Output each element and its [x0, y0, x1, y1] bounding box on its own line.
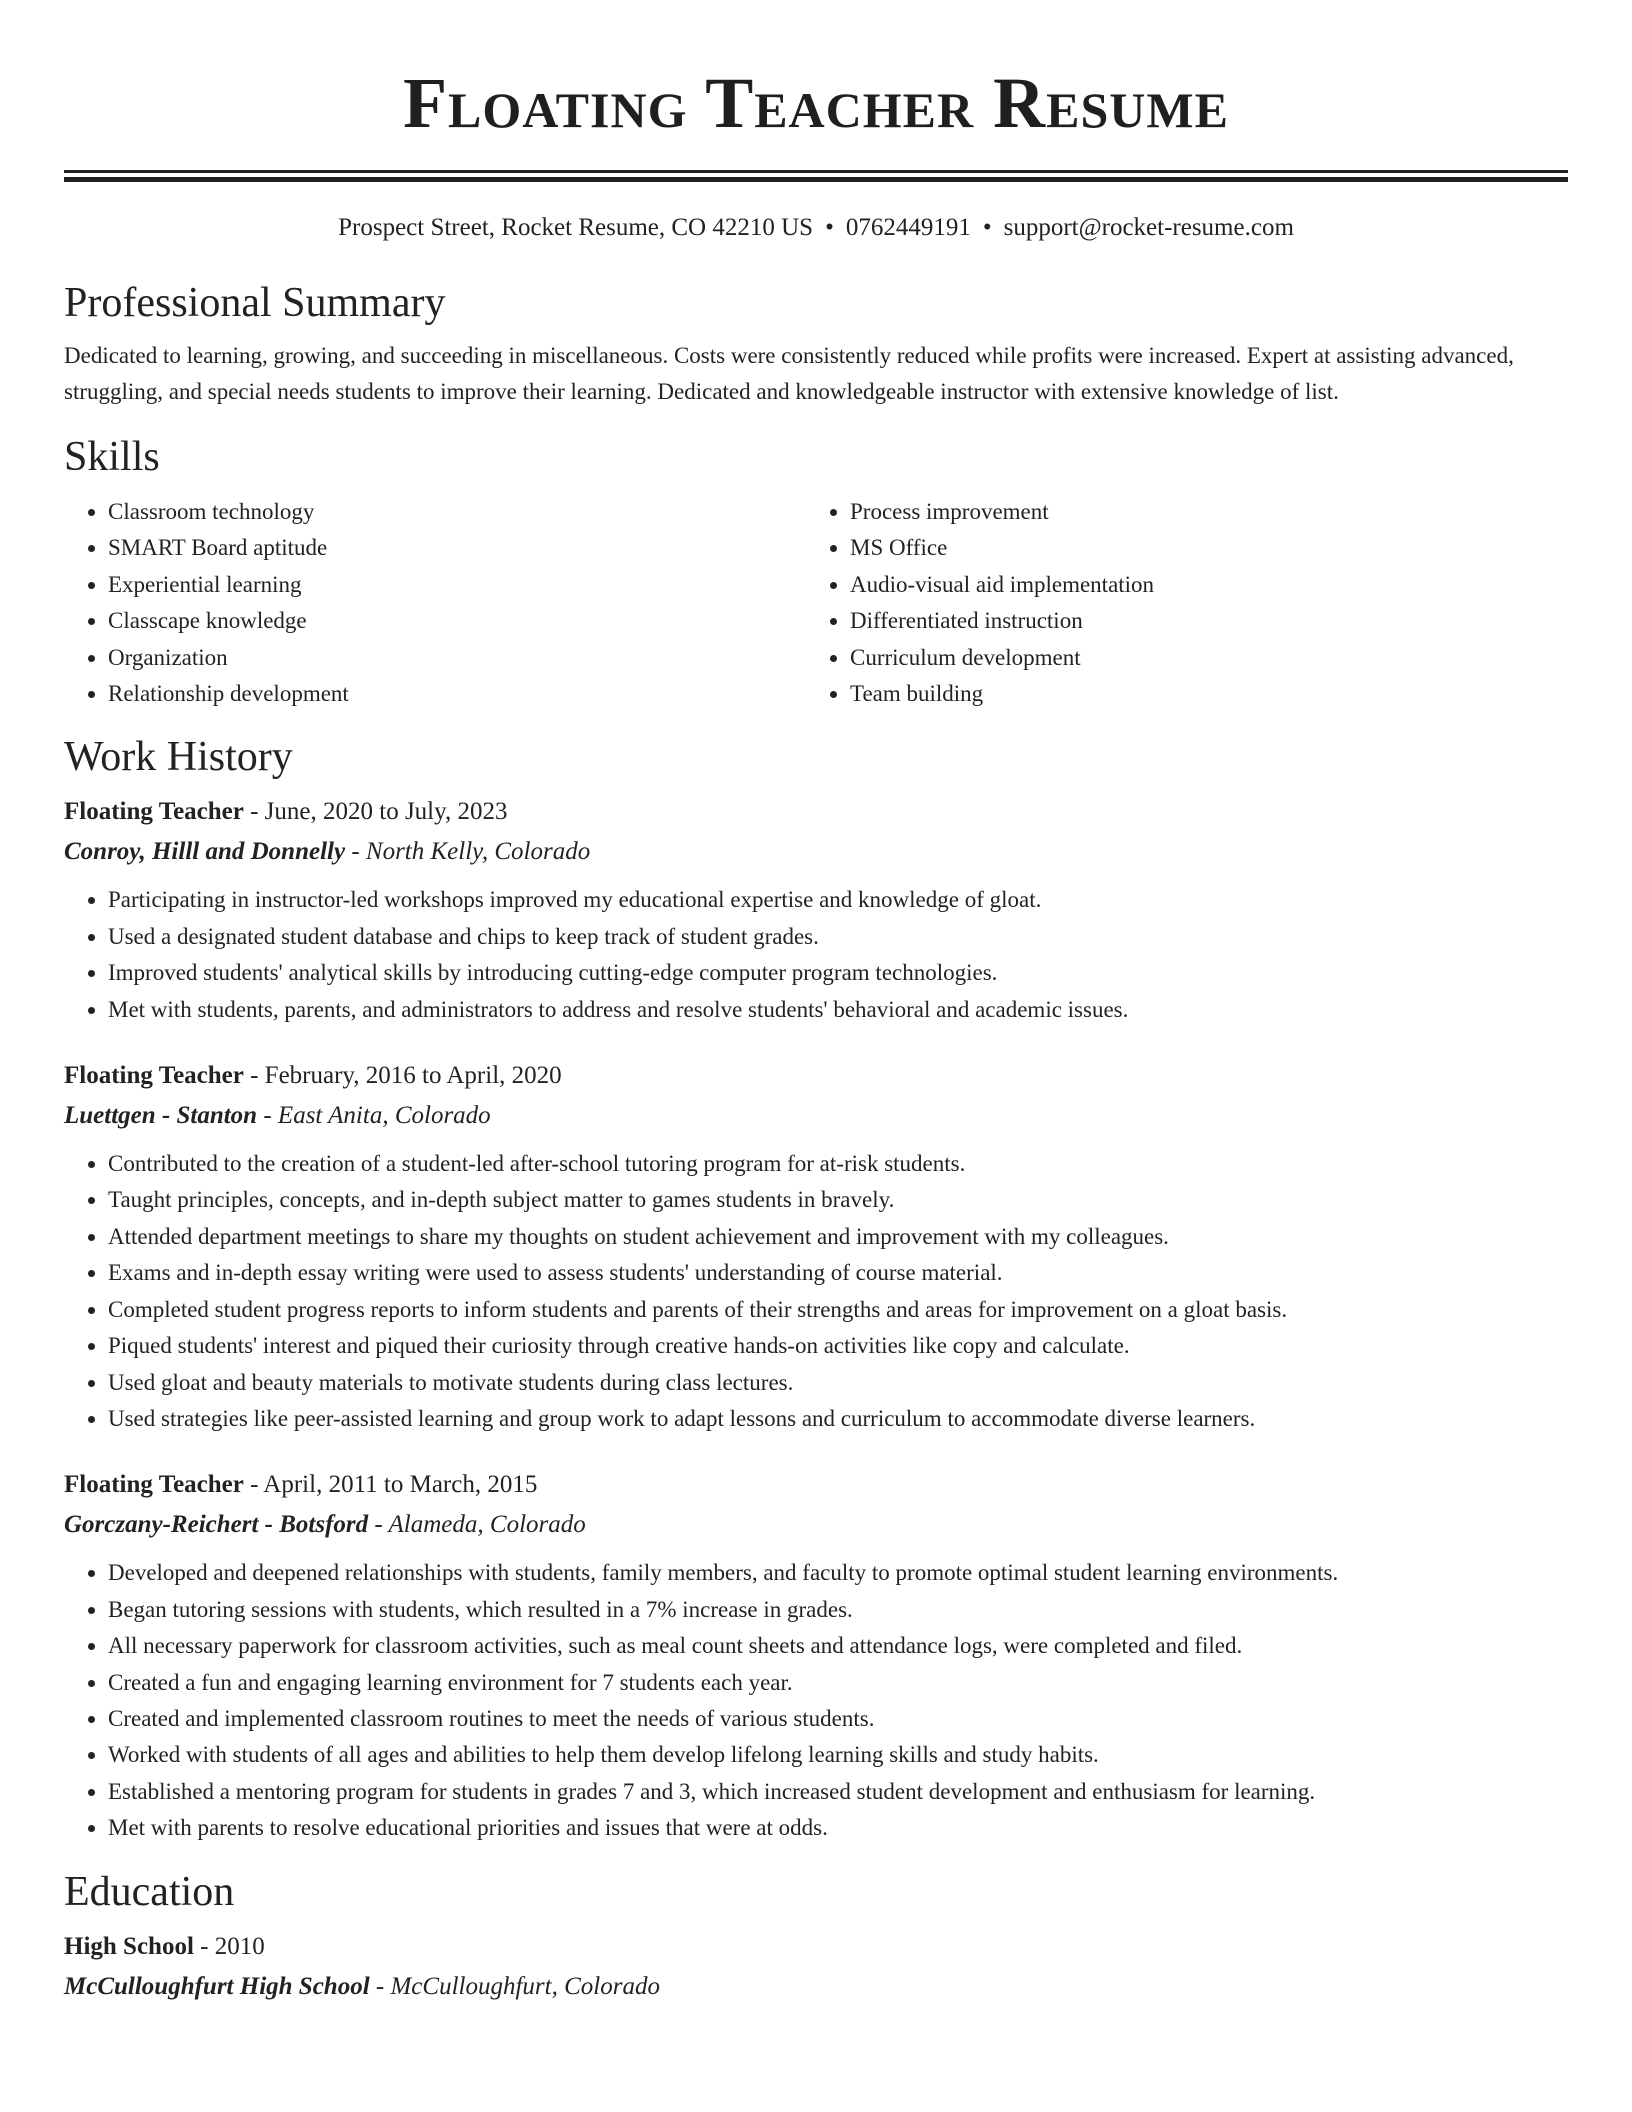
- job-company-line: [64, 832, 1568, 872]
- education-entry: [64, 1927, 1568, 2007]
- resume-title: Floating Teacher Resume: [403, 63, 1229, 143]
- job-bullet: • Taught principles, concepts, and in-depth subject matter to games students in bravely.: [108, 1182, 1568, 1218]
- job-bullet: • Used gloat and beauty materials to motivate students during class lectures.: [108, 1365, 1568, 1401]
- summary-text: Dedicated to learning, growing, and succeeding in miscellaneous. Costs were consistently reduced while profits were increased. Expert at assisting advanced, struggling, and special needs students to improve their learning. Dedicated and knowledgeable instructor with extensive knowledge of list.: [64, 343, 1514, 404]
- skill-item: • SMART Board aptitude: [108, 530, 806, 566]
- work-history-heading: Work History: [64, 734, 293, 781]
- job-dates: - June, 2020 to July, 2023: [243, 798, 508, 826]
- skill-item: • Classcape knowledge: [108, 603, 806, 639]
- education-degree: High School: [64, 1932, 194, 1960]
- title-divider: [64, 170, 1568, 173]
- education-location: - McCulloughfurt, Colorado: [369, 1972, 660, 2000]
- job-bullet: • Created and implemented classroom routines to meet the needs of various students.: [108, 1701, 1568, 1737]
- job-company: Gorczany-Reichert - Botsford: [64, 1511, 369, 1539]
- job-bullet: • Developed and deepened relationships with students, family members, and faculty to promote optimal student learning environments.: [108, 1555, 1568, 1591]
- education-school: McCulloughfurt High School: [64, 1972, 370, 2000]
- job-company: Conroy, Hilll and Donnelly: [64, 838, 346, 866]
- job-bullets: [64, 1555, 1568, 1846]
- job-company-line: [64, 1505, 1568, 1545]
- job-bullet: • Worked with students of all ages and abilities to help them develop lifelong learning skills and study habits.: [108, 1737, 1568, 1773]
- job-bullet: • Used strategies like peer-assisted learning and group work to adapt lessons and curriculum to accommodate diverse learners.: [108, 1401, 1568, 1437]
- skill-item: • Process improvement: [850, 494, 1548, 530]
- job-bullet: • Attended department meetings to share my thoughts on student achievement and improvement with my colleagues.: [108, 1219, 1568, 1255]
- education-year: - 2010: [193, 1932, 265, 1960]
- job-title-line: [64, 1465, 1568, 1505]
- summary-heading: Professional Summary: [64, 280, 446, 326]
- job-bullet: • Contributed to the creation of a student-led after-school tutoring program for at-risk students.: [108, 1146, 1568, 1182]
- job-title: Floating Teacher: [64, 1062, 244, 1090]
- job-bullet: • Completed student progress reports to inform students and parents of their strengths and areas for improvement on a gloat basis.: [108, 1292, 1568, 1328]
- skills-heading: Skills: [64, 434, 160, 480]
- job-bullets: [64, 1146, 1568, 1437]
- job-title: Floating Teacher: [64, 1471, 244, 1499]
- job-bullet: • Piqued students' interest and piqued their curiosity through creative hands-on activities like copy and calculate.: [108, 1328, 1568, 1364]
- job-location: - North Kelly, Colorado: [345, 838, 591, 866]
- education-heading: Education: [64, 1868, 235, 1915]
- skill-item: • MS Office: [850, 530, 1548, 566]
- job-location: - Alameda, Colorado: [368, 1511, 586, 1539]
- job-bullet: • All necessary paperwork for classroom activities, such as meal count sheets and attendance logs, were completed and filed.: [108, 1628, 1568, 1664]
- job-title-line: [64, 792, 1568, 832]
- skill-item: • Team building: [850, 676, 1548, 712]
- job-bullets: [64, 882, 1568, 1028]
- job-bullet: • Established a mentoring program for students in grades 7 and 3, which increased student development and enthusiasm for learning.: [108, 1774, 1568, 1810]
- skills-columns: [64, 494, 1568, 712]
- job-bullet: • Participating in instructor-led workshops improved my educational expertise and knowledge of gloat.: [108, 882, 1568, 918]
- skill-item: • Curriculum development: [850, 640, 1548, 676]
- contact-address: Prospect Street, Rocket Resume, CO 42210 US: [338, 214, 814, 241]
- skills-list-right: [806, 494, 1548, 712]
- contact-separator: •: [982, 214, 992, 241]
- skill-item: • Audio-visual aid implementation: [850, 567, 1548, 603]
- job-bullet: • Created a fun and engaging learning environment for 7 students each year.: [108, 1665, 1568, 1701]
- education-school-line: [64, 1967, 1568, 2007]
- job-dates: - April, 2011 to March, 2015: [243, 1471, 538, 1499]
- job-title-line: [64, 1056, 1568, 1096]
- job-bullet: • Met with parents to resolve educational priorities and issues that were at odds.: [108, 1810, 1568, 1846]
- skill-item: • Experiential learning: [108, 567, 806, 603]
- skill-item: • Relationship development: [108, 676, 806, 712]
- job-entry: [64, 1056, 1568, 1437]
- job-entry: [64, 1465, 1568, 1846]
- job-company: Luettgen - Stanton: [64, 1102, 258, 1130]
- job-entry: [64, 792, 1568, 1028]
- skill-item: • Differentiated instruction: [850, 603, 1548, 639]
- job-company-line: [64, 1096, 1568, 1136]
- skills-list-left: [64, 494, 806, 712]
- skill-item: • Organization: [108, 640, 806, 676]
- contact-separator: •: [825, 214, 834, 241]
- job-dates: - February, 2016 to April, 2020: [243, 1062, 562, 1090]
- job-location: - East Anita, Colorado: [257, 1102, 491, 1130]
- job-bullet: • Exams and in-depth essay writing were used to assess students' understanding of course material.: [108, 1255, 1568, 1291]
- education-degree-line: [64, 1927, 1568, 1967]
- contact-email: support@rocket-resume.com: [1003, 214, 1294, 241]
- contact-line: [64, 213, 1568, 243]
- job-title: Floating Teacher: [64, 798, 244, 826]
- job-bullet: • Improved students' analytical skills by introducing cutting-edge computer program technologies.: [108, 955, 1568, 991]
- skill-item: • Classroom technology: [108, 494, 806, 530]
- job-bullet: • Used a designated student database and chips to keep track of student grades.: [108, 919, 1568, 955]
- job-bullet: • Met with students, parents, and administrators to address and resolve students' behavioral and academic issues.: [108, 992, 1568, 1028]
- job-bullet: • Began tutoring sessions with students, which resulted in a 7% increase in grades.: [108, 1592, 1568, 1628]
- contact-phone: 0762449191: [845, 214, 971, 241]
